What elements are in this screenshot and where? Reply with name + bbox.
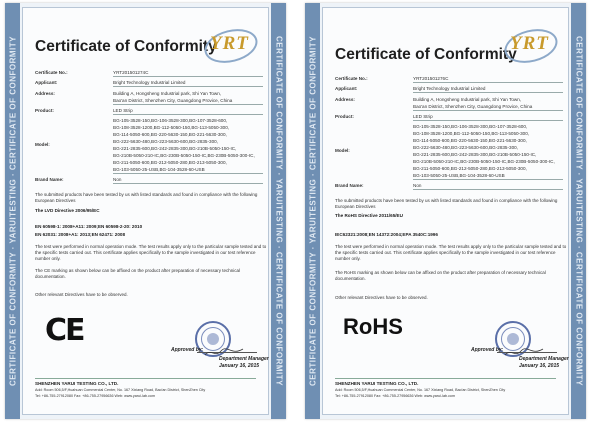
paragraph-marking: The RoHS marking as shown below can be affixed on the product after preparation of necessary technical documentation. <box>335 270 546 281</box>
model-line: BG-210B-5050-210-IC,BG-230B-5050-150-IC,BG-230B-5050-300-IC, <box>413 159 555 164</box>
product: LED Strip <box>113 108 133 113</box>
address-line: Building A, Hongsheng Industrial park, Shi Yan Town, <box>113 91 222 96</box>
label-brand-name: Brand Name: <box>35 177 64 182</box>
issue-date: January 16, 2015 <box>519 363 560 369</box>
label-approved-by: Approved by: <box>171 347 204 353</box>
certificate-rohs <box>305 3 586 419</box>
paragraph-compliance: The submitted products have been tested by us with listed standards and found in compliance with the following European Directives <box>335 198 558 209</box>
brand-name: Non <box>413 183 422 188</box>
applicant: Bright Technology Industrial Limited <box>113 80 186 85</box>
directive: The RoHS Directive 2011/65/EU <box>335 213 403 218</box>
band-text: CERTIFICATE OF CONFORMITY · YARUITESTING · CERTIFICATE OF CONFORMITY <box>8 36 17 386</box>
company-name: SHENZHEN YARUI TESTING CO., LTD. <box>35 381 119 386</box>
certificate-lvd <box>5 3 286 419</box>
rohs-mark: RoHS <box>343 314 403 339</box>
certificate-title: Certificate of Conformity <box>335 46 517 63</box>
label-address: Address: <box>35 91 55 96</box>
label-model: Model: <box>35 142 50 147</box>
issue-date: January 16, 2015 <box>219 363 260 369</box>
manager-title: Department Manager <box>519 356 569 362</box>
model-line: BG-108-3528-1200,BG-112-5050-150,BG-113-5050-300, <box>413 131 530 136</box>
model-line: BG-114-5050-600,BG-220-5630-150,BG-221-5630-300, <box>413 138 527 143</box>
side-band-left <box>5 3 20 419</box>
label-certificate-no: Certificate No.: <box>35 70 68 75</box>
address-line: Building A, Hongsheng Industrial park, Shi Yan Town, <box>413 97 522 102</box>
ce-mark: CE <box>45 313 84 348</box>
address-line: Bao'an District, Shenzhen City, Guangdong Provice, China <box>413 104 533 109</box>
company-address: Add: Room 506,5/F,Huahuan Commercial Center, No. 167 Xixiang Road, Bao'an District, ShenZhen City <box>35 388 206 392</box>
paragraph-other: Other relevant Directives have to be observed. <box>35 292 128 297</box>
yrt-logo: YRT <box>502 28 558 60</box>
company-contact: Tel: +86-755-27912080 Fax: +86-755-27956636 Web: www.yarui-lab.com <box>335 394 456 398</box>
certificate-body <box>322 7 569 415</box>
band-text: CERTIFICATE OF CONFORMITY · YARUITESTING · CERTIFICATE OF CONFORMITY <box>574 36 583 386</box>
model-line: BG-222-5630-480,BG-223-5630-600,BG-2835-300, <box>113 139 218 144</box>
label-certificate-no: Certificate No.: <box>335 76 368 81</box>
model-line: BG-103-5050-25-USB,BG-104-3528-60-USB <box>413 173 505 178</box>
label-model: Model: <box>335 148 350 153</box>
directive: The LVD Directive 2006/95/EC <box>35 208 100 213</box>
company-name: SHENZHEN YARUI TESTING CO., LTD. <box>335 381 419 386</box>
certificate-no: YRT201501274C <box>113 70 149 75</box>
paragraph-test: The test were performed in normal operation mode. The test results apply only to the particular sample tested and to the specific tests carried out. This certificate applies specifically to the sample investigated in our test reference number only. <box>335 244 567 261</box>
company-contact: Tel: +86-755-27912080 Fax: +86-755-27956636 Web: www.yarui-lab.com <box>35 394 156 398</box>
label-applicant: Applicant: <box>335 86 358 91</box>
company-address: Add: Room 506,5/F,Huahuan Commercial Center, No. 167 Xixiang Road, Bao'an District, ShenZhen City <box>335 388 506 392</box>
paragraph-compliance: The submitted products have been tested by us with listed standards and found in compliance with the following European Directives <box>35 192 258 203</box>
yrt-logo: YRT <box>202 28 258 60</box>
label-address: Address: <box>335 97 355 102</box>
certificate-title: Certificate of Conformity <box>35 38 217 55</box>
band-text: CERTIFICATE OF CONFORMITY · YARUITESTING · CERTIFICATE OF CONFORMITY <box>308 36 317 386</box>
label-approved-by: Approved by: <box>471 347 504 353</box>
paragraph-other: Other relevant Directives have to be observed. <box>335 295 428 300</box>
certificate-no: YRT201501276C <box>413 76 449 81</box>
certificate-body <box>22 7 269 415</box>
model-line: BG-103-5050-25-USB,BG-104-3528-60-USB <box>113 167 205 172</box>
label-brand-name: Brand Name: <box>335 183 364 188</box>
model-line: BG-105-3528-150,BG-106-3528-300,BG-107-3528-600, <box>113 118 228 123</box>
manager-title: Department Manager <box>219 356 269 362</box>
model-line: BG-222-5630-480,BG-223-5630-600,BG-2835-300, <box>413 145 518 150</box>
standard-line: IEC62321:2008;EN 14372:2004;EPA 3540C:1996 <box>335 232 438 237</box>
model-line: BG-221-2835-600,BG-242-2835-300,BG-210B-5050-150-IC, <box>113 146 237 151</box>
model-line: BG-221-2835-600,BG-242-2835-300,BG-210B-5050-150-IC, <box>413 152 537 157</box>
model-line: BG-211-5050-600,BG-212-5050-280,BG-213-5050-300, <box>413 166 527 171</box>
model-line: BG-114-5050-600,BG-220-5630-150,BG-221-5630-300, <box>113 132 227 137</box>
model-line: BG-108-3528-1200,BG-112-5050-150,BG-113-5050-300, <box>113 125 230 130</box>
side-band-right <box>271 3 286 419</box>
brand-name: Non <box>113 177 122 182</box>
model-line: BG-210B-5050-210-IC,BG-230B-5050-150-IC,BG-230B-5050-300-IC, <box>113 153 255 158</box>
band-text: CERTIFICATE OF CONFORMITY · YARUITESTING · CERTIFICATE OF CONFORMITY <box>274 36 283 386</box>
side-band-left <box>305 3 320 419</box>
side-band-right <box>571 3 586 419</box>
standard-line: EN 60598-1: 2008+A11: 2009;EN 60598-2-20: 2010 <box>35 224 143 229</box>
model-line: BG-105-3528-150,BG-106-3528-300,BG-107-3528-600, <box>413 124 528 129</box>
label-product: Product: <box>335 114 354 119</box>
label-product: Product: <box>35 108 54 113</box>
label-applicant: Applicant: <box>35 80 58 85</box>
model-line: BG-211-5050-600,BG-212-5050-280,BG-213-5050-300, <box>113 160 227 165</box>
paragraph-test: The test were performed in normal operation mode. The test results apply only to the particular sample tested and to the specific tests carried out. This certificate applies specifically to the sample investigated in our test reference number only. <box>35 244 267 261</box>
product: LED Strip <box>413 114 433 119</box>
paragraph-marking: The CE marking as shown below can be affixed on the product after preparation of necessary technical documentation. <box>35 268 241 279</box>
address-line: Bao'an District, Shenzhen City, Guangdong Provice, China <box>113 98 233 103</box>
standard-line: EN 62031: 2008+A1: 2013;EN 62471: 2008 <box>35 232 126 237</box>
applicant: Bright Technology Industrial Limited <box>413 86 486 91</box>
